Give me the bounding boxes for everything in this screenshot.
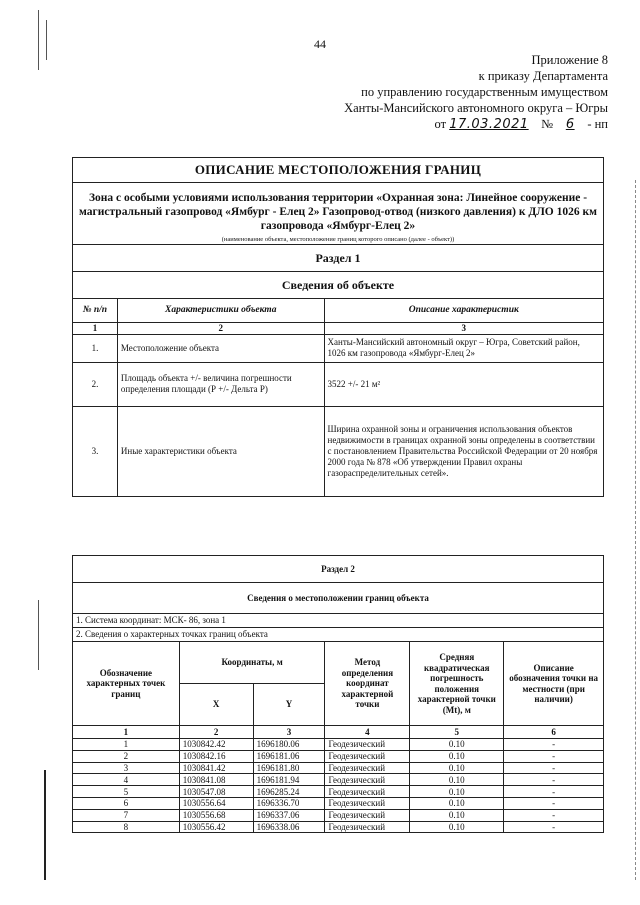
point-y: 1696181.06	[253, 750, 325, 762]
section1-subtitle: Сведения об объекте	[73, 272, 604, 299]
point-id: 5	[73, 786, 180, 798]
point-method: Геодезический	[325, 739, 410, 751]
scan-edge-mark	[44, 770, 46, 880]
point-rmse: 0.10	[410, 786, 504, 798]
point-x: 1030556.42	[179, 821, 253, 833]
table-row	[73, 821, 604, 833]
point-rmse: 0.10	[410, 739, 504, 751]
header-x: X	[179, 684, 253, 726]
col-number: 1	[73, 323, 118, 335]
point-x: 1030556.68	[179, 809, 253, 821]
table-row	[73, 774, 604, 786]
handwritten-number: 6	[565, 117, 575, 132]
row-characteristic: Площадь объекта +/- величина погрешности определения площади (Р +/- Дельта Р)	[117, 362, 324, 406]
table-row	[73, 334, 604, 362]
number-label: №	[541, 117, 554, 131]
point-description: -	[504, 821, 604, 833]
header-description: Описание характеристик	[324, 299, 603, 323]
point-y: 1696181.80	[253, 762, 325, 774]
point-x: 1030841.42	[179, 762, 253, 774]
row-characteristic: Иные характеристики объекта	[117, 406, 324, 496]
header-method: Метод определения координат характерной точки	[325, 642, 410, 726]
boundary-points-table	[72, 555, 604, 833]
col-number: 2	[179, 726, 253, 739]
table-row	[73, 362, 604, 406]
table-row	[73, 786, 604, 798]
header-rmse: Средняя квадратическая погрешность положения характерной точки (Mt), м	[410, 642, 504, 726]
point-description: -	[504, 750, 604, 762]
number-suffix: - нп	[587, 117, 608, 131]
col-number: 4	[325, 726, 410, 739]
scan-edge-mark	[38, 600, 39, 670]
point-rmse: 0.10	[410, 821, 504, 833]
header-coordinates: Координаты, м	[179, 642, 325, 684]
point-description: -	[504, 762, 604, 774]
appendix-region-line: Ханты-Мансийского автономного округа – Югры	[344, 101, 608, 115]
point-id: 3	[73, 762, 180, 774]
point-id: 8	[73, 821, 180, 833]
point-y: 1696338.06	[253, 821, 325, 833]
point-rmse: 0.10	[410, 809, 504, 821]
appendix-date-line	[248, 116, 608, 133]
row-number: 2.	[73, 362, 118, 406]
handwritten-date: 17.03.2021	[449, 117, 529, 132]
point-method: Геодезический	[325, 786, 410, 798]
point-x: 1030842.16	[179, 750, 253, 762]
row-characteristic: Местоположение объекта	[117, 334, 324, 362]
point-x: 1030841.08	[179, 774, 253, 786]
table-row	[73, 809, 604, 821]
point-y: 1696337.06	[253, 809, 325, 821]
point-x: 1030547.08	[179, 786, 253, 798]
col-number: 6	[504, 726, 604, 739]
col-number: 5	[410, 726, 504, 739]
scan-edge-mark	[635, 180, 636, 880]
point-rmse: 0.10	[410, 797, 504, 809]
point-rmse: 0.10	[410, 762, 504, 774]
point-id: 4	[73, 774, 180, 786]
point-method: Геодезический	[325, 809, 410, 821]
section2-title: Раздел 2	[73, 556, 604, 583]
appendix-order-line: к приказу Департамента	[478, 69, 608, 83]
section2-subtitle: Сведения о местоположении границ объекта	[73, 583, 604, 614]
header-point-description: Описание обозначения точки на местности (при наличии)	[504, 642, 604, 726]
point-description: -	[504, 739, 604, 751]
point-rmse: 0.10	[410, 750, 504, 762]
point-method: Геодезический	[325, 774, 410, 786]
point-y: 1696181.94	[253, 774, 325, 786]
col-number: 3	[253, 726, 325, 739]
point-id: 1	[73, 739, 180, 751]
point-id: 7	[73, 809, 180, 821]
table-row	[73, 406, 604, 496]
header-num: № п/п	[73, 299, 118, 323]
point-method: Геодезический	[325, 750, 410, 762]
header-point-designation: Обозначение характерных точек границ	[73, 642, 180, 726]
point-x: 1030842.42	[179, 739, 253, 751]
header-y: Y	[253, 684, 325, 726]
point-description: -	[504, 786, 604, 798]
object-info-table	[72, 157, 604, 497]
point-description: -	[504, 774, 604, 786]
point-description: -	[504, 809, 604, 821]
table-row	[73, 739, 604, 751]
row-description: Ширина охранной зоны и ограничения использования объектов недвижимости в границах охранной зоны определены в соответствии с постановлением Правительства Российской Федерации от 20 ноября 2000 года № 878 «Об утверждении Правил охраны газораспределительных сетей».	[324, 406, 603, 496]
point-rmse: 0.10	[410, 774, 504, 786]
point-x: 1030556.64	[179, 797, 253, 809]
point-method: Геодезический	[325, 821, 410, 833]
coordinate-system: 1. Система координат: МСК- 86, зона 1	[73, 614, 604, 628]
row-number: 1.	[73, 334, 118, 362]
row-number: 3.	[73, 406, 118, 496]
header-characteristic: Характеристики объекта	[117, 299, 324, 323]
document-subtitle: Зона с особыми условиями использования территории «Охранная зона: Линейное сооружение - магистральный газопровод «Ямбург - Елец 2» Газопровод-отвод (низкого давления) к ДЛО 1026 км газопровода «Ямбург-Елец 2»	[73, 183, 604, 236]
point-y: 1696180.06	[253, 739, 325, 751]
row-description: Ханты-Мансийский автономный округ – Югра, Советский район, 1026 км газопровода «Ямбург-Елец 2»	[324, 334, 603, 362]
row-description: 3522 +/- 21 м²	[324, 362, 603, 406]
document-title: ОПИСАНИЕ МЕСТОПОЛОЖЕНИЯ ГРАНИЦ	[73, 158, 604, 183]
appendix-header	[248, 52, 608, 133]
document-subtitle-note: (наименование объекта, местоположение границ которого описано (далее - объект))	[73, 235, 604, 245]
points-section-header: 2. Сведения о характерных точках границ объекта	[73, 628, 604, 642]
appendix-department-line: по управлению государственным имуществом	[361, 85, 608, 99]
col-number: 3	[324, 323, 603, 335]
point-id: 2	[73, 750, 180, 762]
table-row	[73, 750, 604, 762]
table-row	[73, 797, 604, 809]
table-row	[73, 762, 604, 774]
point-id: 6	[73, 797, 180, 809]
page-number: 44	[314, 37, 326, 51]
from-label: от	[434, 117, 447, 131]
point-y: 1696285.24	[253, 786, 325, 798]
appendix-title: Приложение 8	[531, 53, 608, 67]
col-number: 2	[117, 323, 324, 335]
point-method: Геодезический	[325, 797, 410, 809]
point-description: -	[504, 797, 604, 809]
point-y: 1696336.70	[253, 797, 325, 809]
col-number: 1	[73, 726, 180, 739]
point-method: Геодезический	[325, 762, 410, 774]
section1-title: Раздел 1	[73, 245, 604, 272]
